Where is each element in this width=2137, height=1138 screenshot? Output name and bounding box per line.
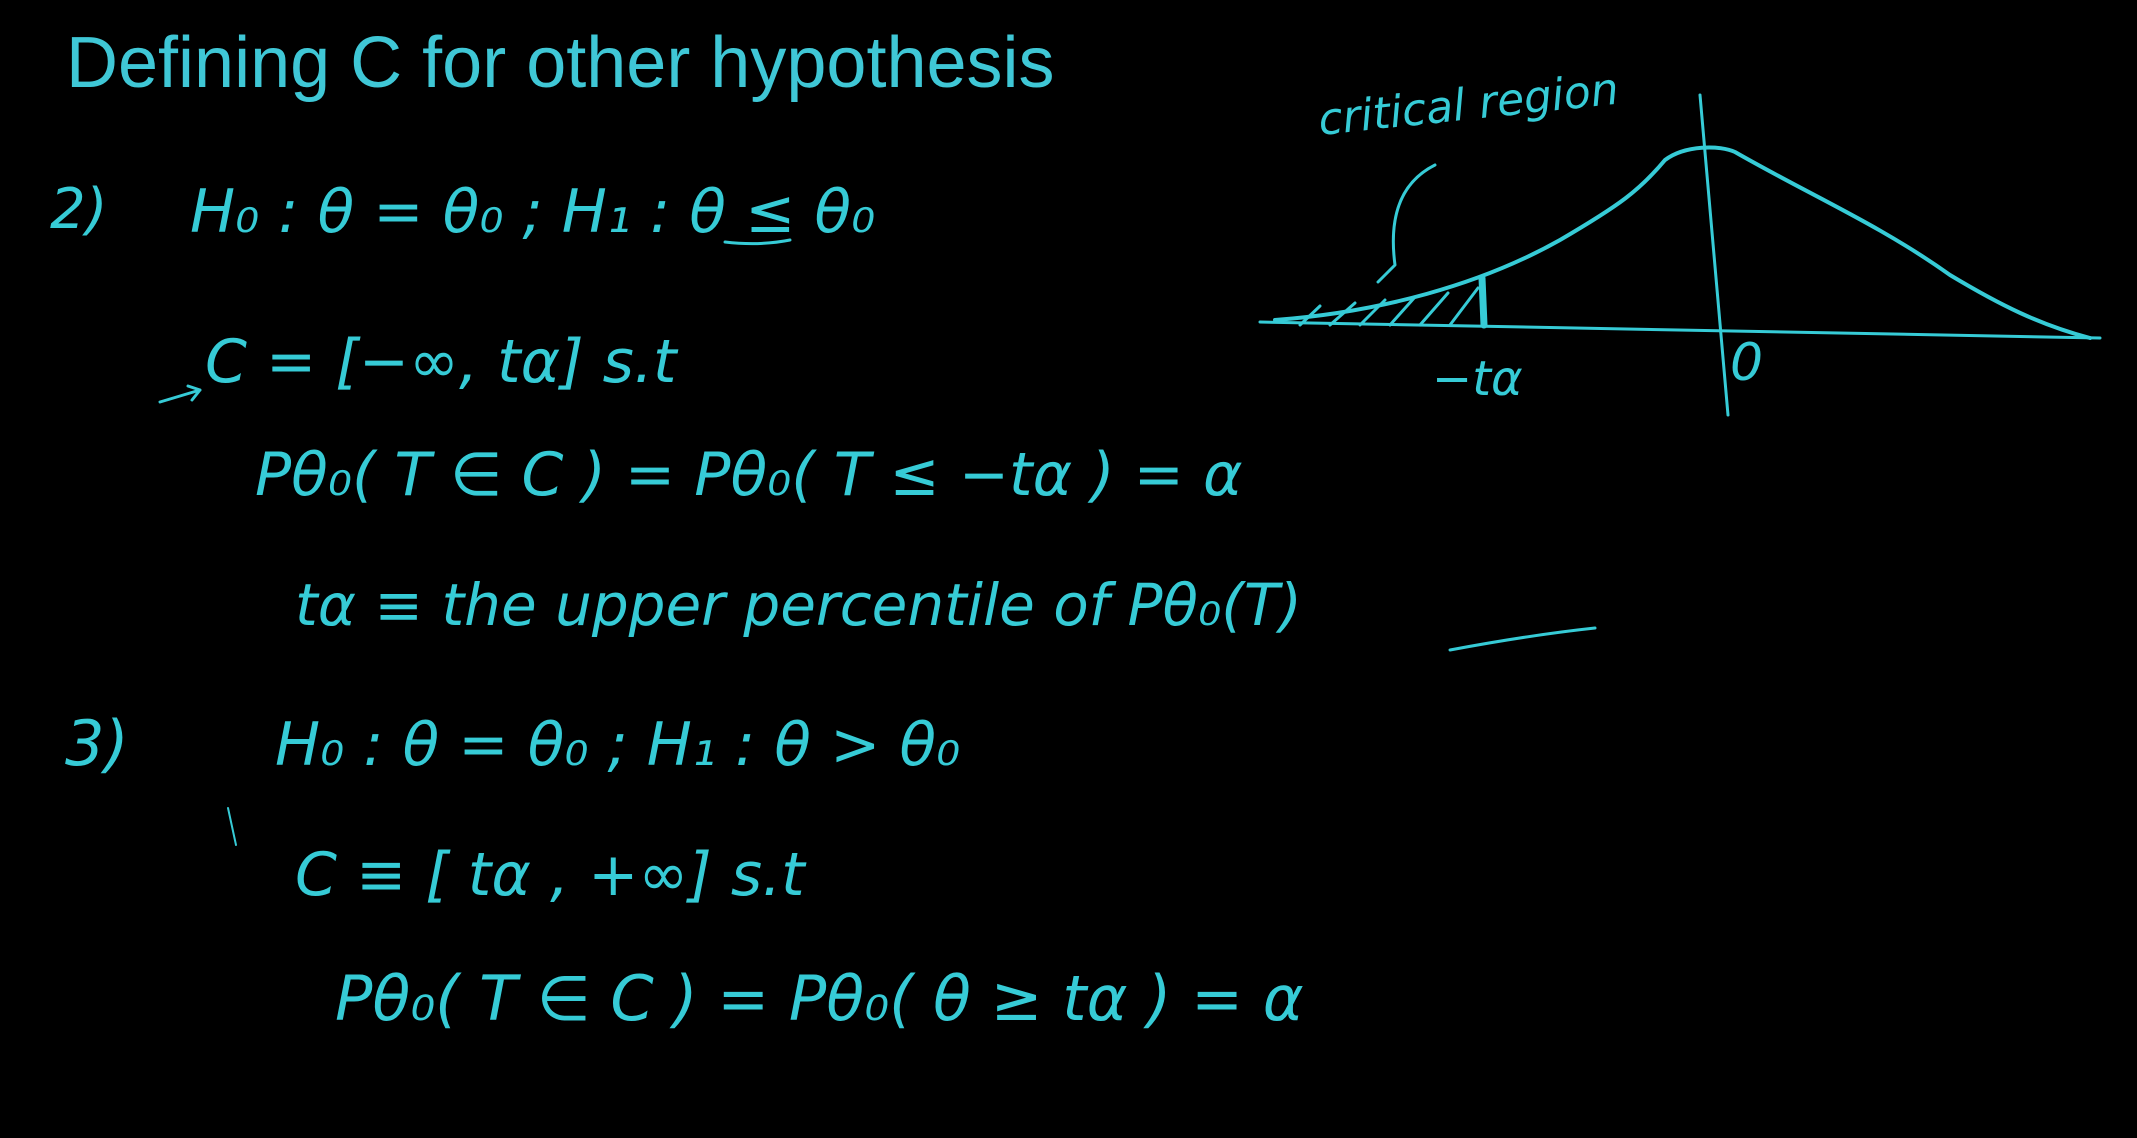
case3-hypotheses: H₀ : θ = θ₀ ; H₁ : θ > θ₀ [275,710,961,780]
x-axis [1260,322,2100,338]
case2-critical-set: C = [−∞, tα] s.t [205,327,677,397]
case3-number: 3) [65,707,129,780]
case2-probability: Pθ₀( T ∈ C ) = Pθ₀( T ≤ −tα ) = α [255,440,1243,510]
annotation-arrow [1378,165,1435,282]
pointer-arrow [160,386,200,402]
y-axis [1700,95,1728,415]
case2-number: 2) [50,177,108,242]
case2-note: tα ≡ the upper percentile of Pθ₀(T) [295,571,1302,639]
critical-region-label: critical region [1315,63,1621,146]
critical-boundary [1482,278,1484,325]
slide-title: Defining C for other hypothesis [66,23,1055,103]
case3-probability: Pθ₀( T ∈ C ) = Pθ₀( θ ≥ tα ) = α [335,962,1304,1035]
case3-critical-set: C ≡ [ tα , +∞] s.t [295,840,805,910]
distribution-sketch [1260,64,2100,415]
zero-label: 0 [1730,333,1764,393]
neg-t-alpha-label: −tα [1432,351,1523,407]
case2-hypotheses: H₀ : θ = θ₀ ; H₁ : θ ≤ θ₀ [190,177,876,247]
tick-mark [228,808,236,845]
density-curve [1275,147,2090,338]
note-underline [1450,628,1595,650]
critical-region-hatch [1300,288,1478,325]
